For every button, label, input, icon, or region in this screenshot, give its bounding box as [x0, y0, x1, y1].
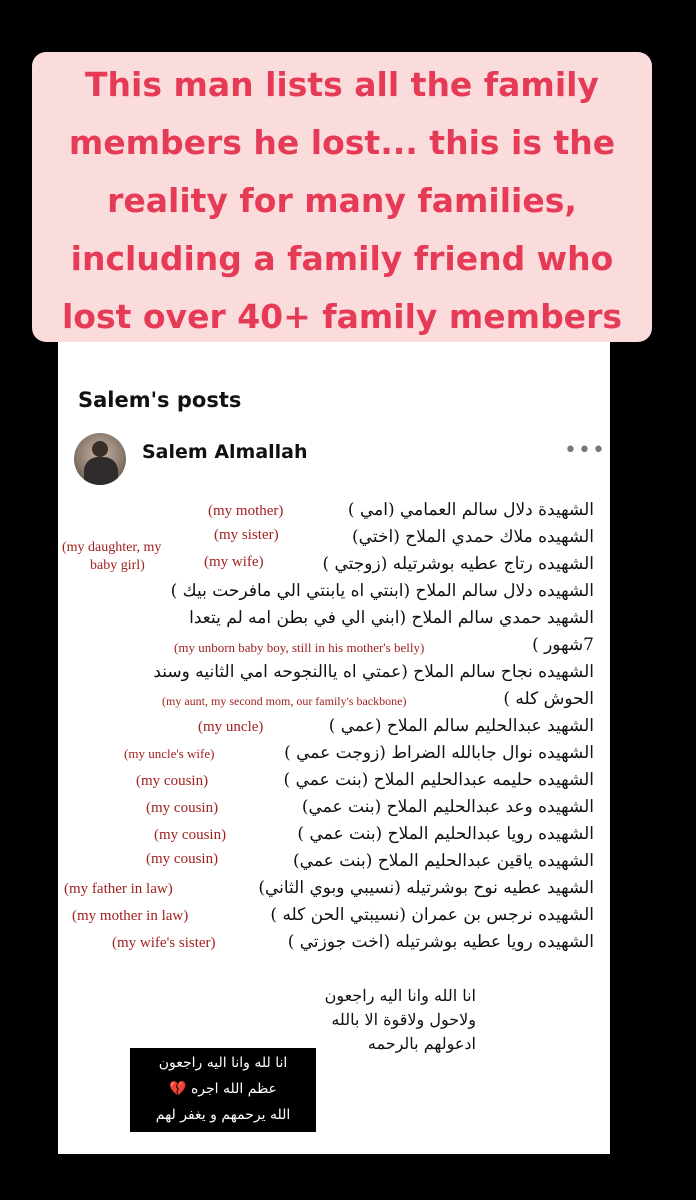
post-line: الشهيده رويا عطيه بوشرتيله (اخت جوزتي ): [287, 932, 594, 952]
annotation: (my mother in law): [72, 908, 189, 924]
caption-line: members he lost... this is the: [68, 123, 616, 162]
annotation: (my daughter, my: [62, 540, 162, 555]
post-line: الشهيده وعد عبدالحليم الملاح (بنت عمي): [301, 797, 594, 817]
post-line: الشهيده ياقين عبدالحليم الملاح (بنت عمي): [293, 851, 594, 871]
annotation: (my cousin): [136, 773, 209, 789]
annotation: (my mother): [208, 503, 284, 519]
section-title: Salem's posts: [78, 388, 242, 412]
annotation: (my unborn baby boy, still in his mother's belly): [174, 640, 425, 655]
annotation: (my uncle's wife): [124, 746, 215, 761]
caption-banner: [32, 52, 652, 342]
caption-line: including a family friend who: [70, 239, 614, 278]
post-line: الشهيده دلال سالم الملاح (ابنتي اه يابنتي الي مافرحت بيك ): [170, 581, 594, 601]
post-line: الشهيد حمدي سالم الملاح (ابني الي في بطن امه لم يتعدا: [189, 608, 594, 628]
sticker-line: انا لله وانا اليه راجعون: [158, 1055, 288, 1071]
caption-line: lost over 40+ family members: [62, 297, 622, 336]
post-card: [58, 330, 610, 1154]
post-line: الشهيده حليمه عبدالحليم الملاح (بنت عمي ): [283, 770, 594, 790]
post-line: 7شهور ): [532, 635, 594, 655]
annotation: (my aunt, my second mom, our family's backbone): [162, 694, 407, 708]
sticker-line: عظم الله اجره 💔: [169, 1081, 277, 1097]
annotation: (my wife's sister): [112, 935, 216, 951]
annotation: (my sister): [214, 527, 279, 543]
avatar[interactable]: [74, 433, 126, 485]
sticker-line: الله يرحمهم و يغفر لهم: [155, 1107, 291, 1123]
post-line: الشهيده رتاج عطيه بوشرتيله (زوجتي ): [322, 554, 594, 574]
annotation: (my father in law): [64, 881, 173, 897]
post-line: الشهيد عبدالحليم سالم الملاح (عمي ): [328, 716, 594, 736]
annotation: (my cousin): [146, 800, 219, 816]
prayer-line: ولاحول ولاقوة الا بالله: [331, 1010, 476, 1029]
annotation: (my uncle): [198, 719, 264, 735]
author-name[interactable]: Salem Almallah: [142, 441, 308, 463]
post-line: الشهيده ملاك حمدي الملاح (اختي): [352, 527, 594, 547]
post-line: الحوش كله ): [503, 689, 594, 709]
post-line: الشهيد عطيه نوح بوشرتيله (نسيبي وبوي الثاني): [258, 878, 594, 898]
annotation: (my wife): [204, 554, 264, 570]
caption-line: reality for many families,: [107, 181, 577, 220]
annotation: (my cousin): [146, 851, 219, 867]
caption-line: This man lists all the family: [85, 65, 599, 104]
prayer-line: ادعولهم بالرحمه: [367, 1034, 476, 1053]
post-line: الشهيده نجاح سالم الملاح (عمتي اه ياالنجوحه امي الثانيه وسند: [153, 662, 594, 682]
post-line: الشهيده رويا عبدالحليم الملاح (بنت عمي ): [297, 824, 594, 844]
condolence-sticker: [130, 1048, 316, 1132]
post-line: الشهيده نوال جابالله الضراط (زوجت عمي ): [284, 743, 594, 763]
more-horizontal-icon[interactable]: •••: [564, 438, 606, 463]
post-line: الشهيدة دلال سالم العمامي (امي ): [347, 500, 594, 520]
annotation: baby girl): [90, 558, 145, 573]
post-line: الشهيده نرجس بن عمران (نسيبتي الحن كله ): [270, 905, 594, 925]
annotation: (my cousin): [154, 827, 227, 843]
prayer-line: انا الله وانا اليه راجعون: [324, 986, 476, 1005]
